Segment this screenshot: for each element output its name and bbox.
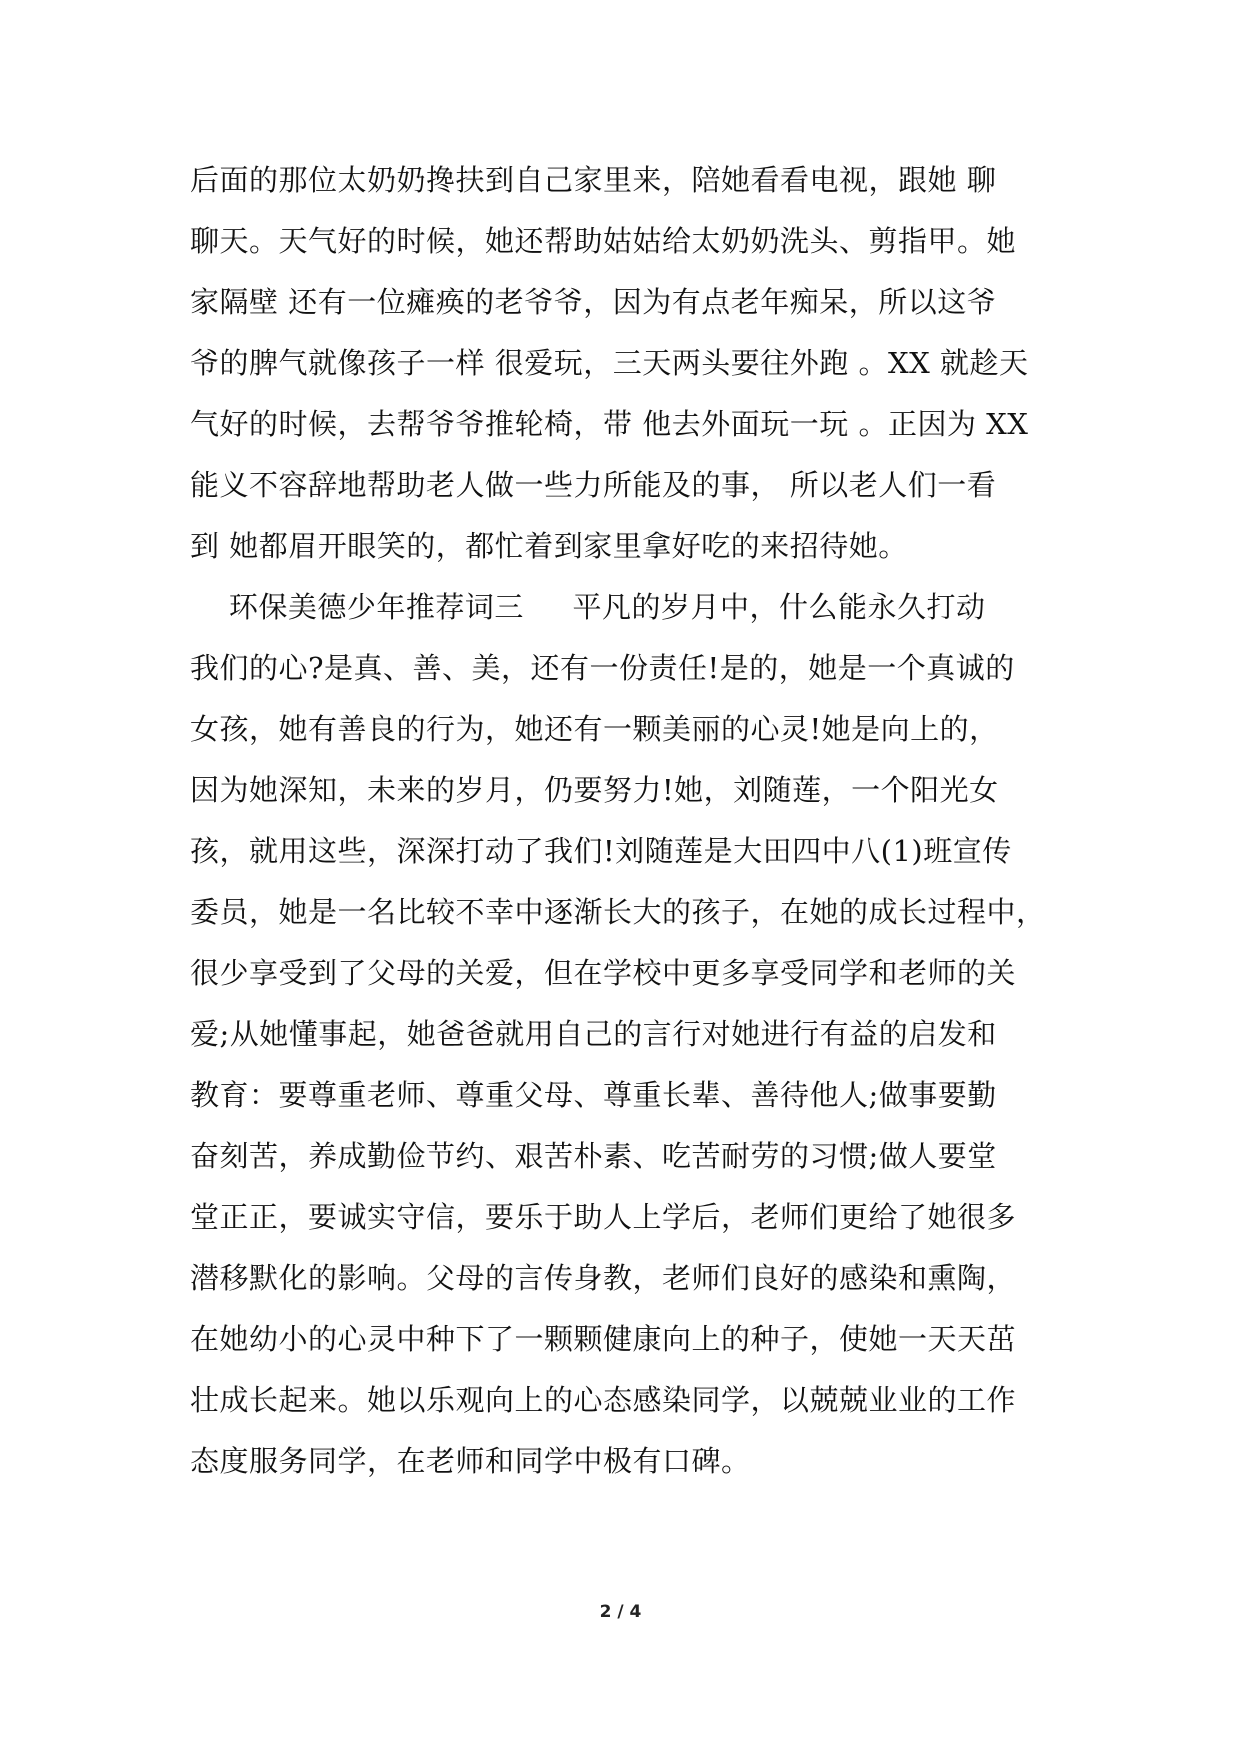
page-number: 2 / 4 xyxy=(599,1602,642,1622)
text-line: 家隔壁 还有一位瘫痪的老爷爷，因为有点老年痴呆，所以这爷 xyxy=(190,285,997,319)
text-line: 爱;从她懂事起，她爸爸就用自己的言行对她进行有益的启发和 xyxy=(190,1017,997,1051)
text-line: 壮成长起来。她以乐观向上的心态感染同学，以兢兢业业的工作 xyxy=(190,1383,1017,1417)
text-line: 因为她深知，未来的岁月，仍要努力!她，刘随莲，一个阳光女 xyxy=(190,773,999,807)
text-line: 女孩，她有善良的行为，她还有一颗美丽的心灵!她是向上的， xyxy=(190,712,999,746)
text-line: 奋刻苦，养成勤俭节约、艰苦朴素、吃苦耐劳的习惯;做人要堂 xyxy=(190,1139,997,1173)
text-line: 在她幼小的心灵中种下了一颗颗健康向上的种子，使她一天天茁 xyxy=(190,1322,1017,1356)
text-line: 爷的脾气就像孩子一样 很爱玩，三天两头要往外跑 。XX 就趁天 xyxy=(190,346,1029,380)
text-line: 后面的那位太奶奶搀扶到自己家里来，陪她看看电视，跟她 聊 xyxy=(190,163,997,197)
text-line: 很少享受到了父母的关爱，但在学校中更多享受同学和老师的关 xyxy=(190,956,1017,990)
text-line: 孩，就用这些，深深打动了我们!刘随莲是大田四中八(1)班宣传 xyxy=(190,834,1012,868)
text-line: 我们的心?是真、善、美，还有一份责任!是的，她是一个真诚的 xyxy=(190,651,1015,685)
text-line: 能义不容辞地帮助老人做一些力所能及的事， 所以老人们一看 xyxy=(190,468,997,502)
text-line: 聊天。天气好的时候，她还帮助姑姑给太奶奶洗头、剪指甲。她 xyxy=(190,224,1017,258)
text-line: 到 她都眉开眼笑的，都忙着到家里拿好吃的来招待她。 xyxy=(190,529,908,563)
text-line: 环保美德少年推荐词三 平凡的岁月中，什么能永久打动 xyxy=(190,590,986,624)
body-text xyxy=(190,150,1060,1492)
text-line: 潜移默化的影响。父母的言传身教，老师们良好的感染和熏陶， xyxy=(190,1261,1017,1295)
text-line: 态度服务同学，在老师和同学中极有口碑。 xyxy=(190,1444,751,1478)
text-line: 委员，她是一名比较不幸中逐渐长大的孩子，在她的成长过程中， xyxy=(190,895,1046,929)
text-line: 教育：要尊重老师、尊重父母、尊重长辈、善待他人;做事要勤 xyxy=(190,1078,997,1112)
text-line: 堂正正，要诚实守信，要乐于助人上学后，老师们更给了她很多 xyxy=(190,1200,1017,1234)
text-line: 气好的时候，去帮爷爷推轮椅，带 他去外面玩一玩 。正因为 XX xyxy=(190,407,1029,441)
